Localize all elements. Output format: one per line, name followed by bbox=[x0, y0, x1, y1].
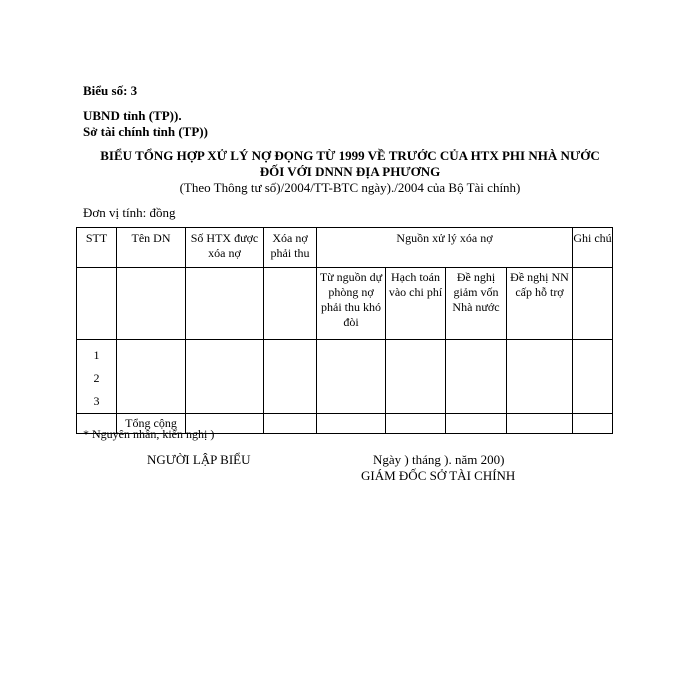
cell bbox=[507, 414, 573, 434]
currency-unit: Đơn vị tính: đồng bbox=[83, 205, 176, 220]
cell bbox=[117, 340, 186, 414]
signing-date: Ngày ) tháng ). năm 200) bbox=[373, 452, 505, 467]
form-number: Biểu số: 3 bbox=[83, 83, 138, 98]
cell bbox=[507, 340, 573, 414]
cell bbox=[573, 340, 613, 414]
cell bbox=[186, 268, 264, 340]
cell bbox=[386, 414, 446, 434]
row-number: 3 bbox=[93, 394, 100, 408]
report-maker-signature: NGƯỜI LẬP BIỂU bbox=[147, 452, 251, 467]
cause-recommendation-note: * Nguyên nhân, kiến nghị ) bbox=[83, 427, 215, 441]
report-title-line2: ĐỐI VỚI DNNN ĐỊA PHƯƠNG bbox=[259, 164, 441, 179]
cell bbox=[317, 340, 386, 414]
header-notes: Ghi chú bbox=[573, 228, 613, 268]
cell bbox=[573, 414, 613, 434]
row-number: 1 bbox=[93, 348, 100, 362]
subheader-state-capital-reduction: Đề nghị giảm vốn Nhà nước bbox=[446, 268, 507, 340]
debt-summary-table bbox=[76, 227, 613, 434]
cell bbox=[573, 268, 613, 340]
subheader-state-support: Đề nghị NN cấp hỗ trợ bbox=[507, 268, 573, 340]
issuer-finance-dept: Sở tài chính tỉnh (TP)) bbox=[83, 124, 208, 139]
report-title-line1: BIỂU TỔNG HỢP XỬ LÝ NỢ ĐỌNG TỪ 1999 VỀ TRƯỚC CỦA HTX PHI NHÀ NƯỚC bbox=[100, 148, 600, 163]
director-signature: GIÁM ĐỐC SỞ TÀI CHÍNH bbox=[361, 468, 516, 483]
subheader-expense-accounting: Hạch toán vào chi phí bbox=[386, 268, 446, 340]
cell bbox=[386, 340, 446, 414]
cell bbox=[264, 268, 317, 340]
cell bbox=[77, 268, 117, 340]
total-label: Tổng cộng bbox=[117, 414, 186, 434]
cell bbox=[186, 340, 264, 414]
header-coop-count: Số HTX được xóa nợ bbox=[186, 228, 264, 268]
header-company-name: Tên DN bbox=[117, 228, 186, 268]
header-writeoff-source: Nguồn xử lý xóa nợ bbox=[317, 228, 573, 268]
cell bbox=[446, 414, 507, 434]
row-numbers bbox=[77, 340, 117, 414]
cell bbox=[117, 268, 186, 340]
cell bbox=[446, 340, 507, 414]
header-row bbox=[77, 228, 613, 268]
header-stt: STT bbox=[77, 228, 117, 268]
cell bbox=[264, 414, 317, 434]
subheader-provision-fund: Từ nguồn dự phòng nợ phải thu khó đòi bbox=[317, 268, 386, 340]
report-subtitle: (Theo Thông tư số)/2004/TT-BTC ngày)./2004 của Bộ Tài chính) bbox=[179, 180, 521, 195]
table-row bbox=[77, 340, 613, 414]
cell bbox=[317, 414, 386, 434]
subheader-row bbox=[77, 268, 613, 340]
cell bbox=[264, 340, 317, 414]
header-receivable-writeoff: Xóa nợ phải thu bbox=[264, 228, 317, 268]
issuer-province: UBND tỉnh (TP)). bbox=[83, 108, 182, 123]
row-number: 2 bbox=[93, 371, 100, 385]
